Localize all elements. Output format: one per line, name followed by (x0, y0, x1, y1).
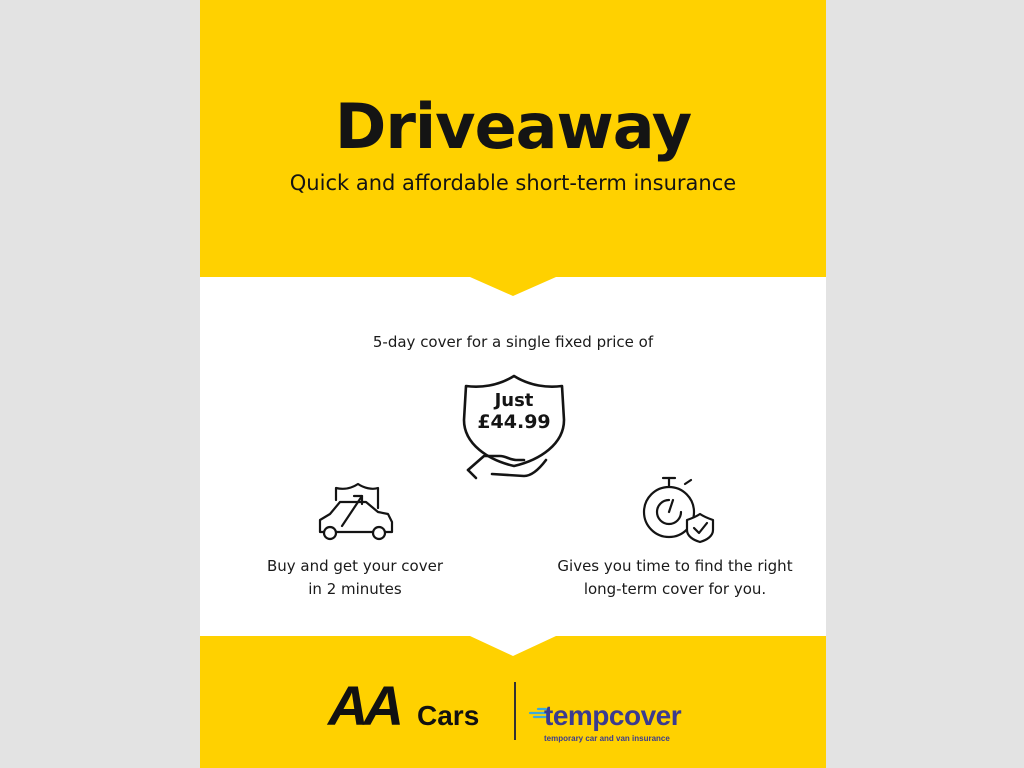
price-prefix: Just (494, 390, 534, 411)
aa-cars-label: Cars (417, 700, 480, 731)
feature-time-to-find (530, 555, 820, 601)
feature-quick-purchase-line2: in 2 minutes (308, 580, 402, 598)
offer-intro-text: 5-day cover for a single fixed price of (372, 333, 654, 351)
car-shield-arrow-icon (316, 482, 394, 544)
advert-poster (200, 0, 826, 768)
logo-divider (514, 682, 516, 740)
aa-logo: AA (328, 674, 399, 737)
price-amount: £44.99 (477, 411, 551, 433)
feature-time-to-find-line2: long-term cover for you. (583, 580, 767, 598)
tempcover-logo: tempcover (544, 700, 682, 731)
stopwatch-shield-icon (637, 476, 715, 544)
page-title: Driveaway (334, 90, 692, 163)
page-subtitle: Quick and affordable short-term insurance (289, 171, 737, 195)
feature-quick-purchase (240, 555, 470, 601)
feature-time-to-find-line1: Gives you time to find the right (557, 557, 793, 575)
bottom-band-shape (200, 636, 826, 768)
feature-quick-purchase-line1: Buy and get your cover (266, 557, 444, 575)
tempcover-strapline: temporary car and van insurance (544, 734, 670, 743)
bottom-yellow-band (200, 636, 826, 768)
